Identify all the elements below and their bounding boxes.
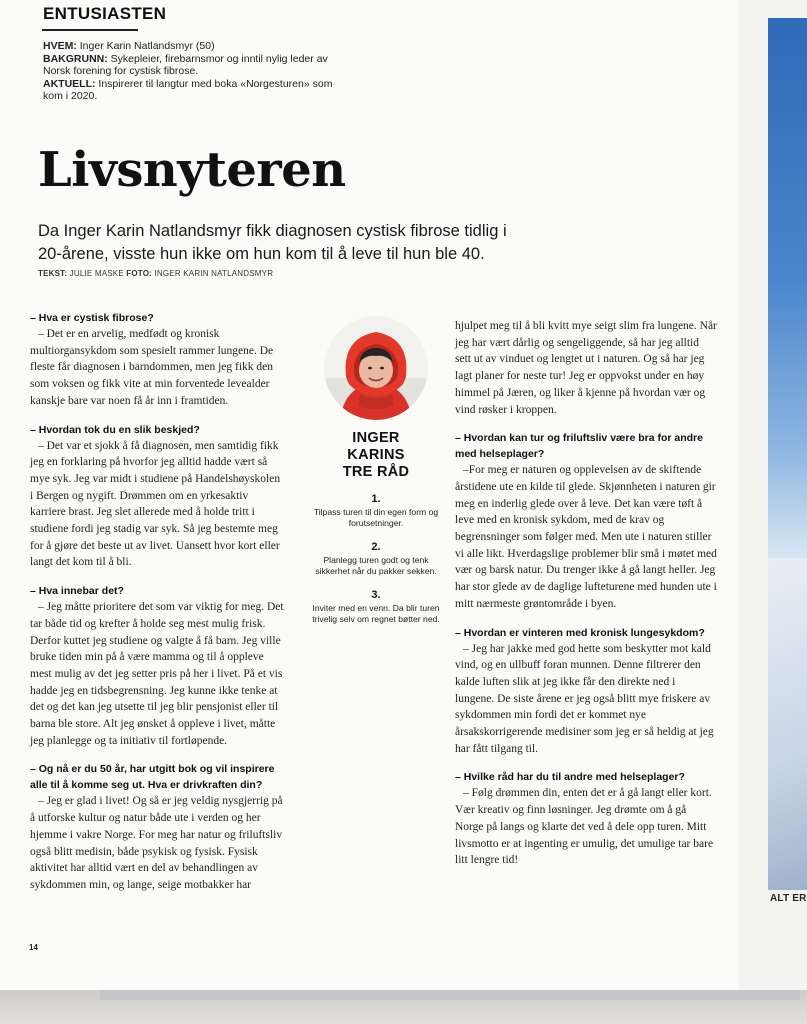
answer: – Jeg har jakke med god hette som beskytter mot kald vind, og en ullbuff foran munnen. Denne filtrerer den kalde luften slik at jeg ikke får den direkte ned i lungene. De siste årene er jeg også blitt mye friskere av sykdommen min fordi det er kommet nye årsakskorrigerende medisiner som jeg er så heldig at jeg har fått tilgang til. [455, 642, 714, 755]
adjacent-photo [768, 18, 807, 890]
info-current-label: AKTUELL: [43, 77, 96, 90]
question: – Hva innebar det? [30, 585, 124, 598]
byline-photo-author: INGER KARIN NATLANDSMYR [154, 269, 274, 278]
tips-title-line: INGER [352, 430, 400, 446]
answer: –For meg er naturen og opplevelsen av de skiftende årstidene ute en kilde til glede. Skjønnheten i naturen gir meg en inderlig glede over å leve. Det kan være tøft å leve med en kronisk sykdom, med de krav og begrensninger som følger med. Men ute i naturen stiller vi alle likt. Hverdagslige problemer blir små i møtet med vær og barsk natur. Du trenger ikke å gå langt heller. Jeg har stor glede av de daglige lufteturene med hunden ute i mitt nærmeste grøntområde i byen. [455, 464, 717, 610]
answer: – Jeg måtte prioritere det som var viktig for meg. Det tar både tid og krefter å holde seg mest mulig frisk. Derfor kuttet jeg studiene og valgte å få barn. Jeg ville bruke tiden min på å være mamma og til å oppleve mest mulig av det jeg setter pris på her i livet. På et vis hadde jeg en tidsbegrensning. Jeg kunne ikke tenke at det og det kan jeg utsette til jeg blir pensjonist eller til barna ble store. Alt jeg ønsket å oppleve i livet, måtte jeg planlegge og ta initiativ til fortløpende. [30, 601, 284, 747]
byline [38, 269, 273, 278]
portrait-photo [324, 316, 428, 420]
tip-number: 1. [371, 493, 381, 505]
answer: – Det er en arvelig, medfødt og kronisk multiorgansykdom som spesielt rammer lungene. De fleste får diagnosen i barndommen, men jeg fikk den som voksen og fikk vite at min forventede levealder kanskje bare var noen få år inn i framtiden. [30, 328, 274, 407]
article-title: Livsnyteren [38, 142, 346, 198]
info-background-label: BAKGRUNN: [43, 52, 108, 65]
info-background-text: Sykepleier, firebarnsmor og inntil nylig leder av Norsk forening for cystisk fibrose. [43, 52, 328, 77]
left-column [30, 310, 286, 906]
scan-edge-strip [100, 990, 800, 1000]
answer: – Følg drømmen din, enten det er å gå langt eller kort. Vær kreativ og finn løsninger. Jeg drømte om å gå Norge på langs og klarte det ved å dele opp turen. Mitt livsmotto er at ingenting er umulig, det umulige tar bare litt lengre tid! [455, 787, 714, 867]
info-who-text: Inger Karin Natlandsmyr (50) [79, 40, 215, 52]
tip-number: 3. [371, 589, 381, 601]
section-rule [42, 29, 138, 31]
byline-photo-label: FOTO: [126, 269, 153, 278]
question: – Hvordan tok du en slik beskjed? [30, 423, 200, 436]
tips-title-line: TRE RÅD [342, 464, 410, 480]
tips-title [306, 430, 446, 481]
page-number: 14 [29, 943, 38, 952]
adjacent-caption: ALT ER [770, 893, 807, 904]
tip-text: Planlegg turen godt og tenk sikkerhet når du pakker sekken. [315, 555, 437, 576]
byline-text-author: JULIE MASKE [69, 269, 124, 278]
answer-continued: hjulpet meg til å bli kvitt mye seigt slim fra lungene. Når jeg har vært dårlig og sengeliggende, så har jeg alltid sett ut av vinduet og lengtet ut i naturen. Og så har jeg lagt planer for neste tur! Jeg er oppvokst under en høy himmel på Jæren, og liker å kjenne på hvordan vær og vind røsker i kroppen. [455, 320, 717, 416]
scan-edge [0, 990, 807, 1024]
tips-title-line: KARINS [347, 447, 405, 463]
adjacent-page [738, 0, 807, 1000]
question: – Hvilke råd har du til andre med helseplager? [455, 771, 685, 784]
question: – Og nå er du 50 år, har utgitt bok og vil inspirere alle til å komme seg ut. Hva er drivkraften din? [30, 763, 275, 792]
tip-number: 2. [371, 541, 381, 553]
answer: – Jeg er glad i livet! Og så er jeg veldig nysgjerrig på å utforske kultur og natur både ute i verden og her hjemme i vakre Norge. For meg har natur og friluftsliv også blitt medisin, både psykisk og fysisk. Fysisk aktivitet har alltid vært en del av behandlingen av sykdommen min, og lange, seige motbakker har [30, 795, 283, 891]
info-background [43, 53, 343, 78]
info-box [43, 40, 343, 103]
tip-text: Tilpass turen til din egen form og forutsetninger. [313, 507, 439, 528]
answer: – Det var et sjokk å få diagnosen, men samtidig fikk jeg en forklaring på hvorfor jeg alltid hadde vært så mye syk. Jeg var midt i studiene på Handelshøyskolen i Bergen og nygift. Drømmen om en yrkesaktiv karriere brast. Jeg slet allerede med å holde tritt i studiene fordi jeg stadig var syk. Så jeg bestemte meg for å gjøre det beste ut av livet. Uansett hvor kort eller langt det kom til å bli. [30, 439, 281, 569]
info-current [43, 78, 343, 103]
snow-slope [768, 558, 807, 890]
info-current-text: Inspirerer til langtur med boka «Norgesturen» som kom i 2020. [43, 77, 333, 102]
question: – Hvordan kan tur og friluftsliv være bra for andre med helseplager? [455, 432, 703, 461]
section-label: ENTUSIASTEN [43, 4, 167, 23]
tips-sidebar [306, 316, 446, 637]
question: – Hva er cystisk fibrose? [30, 312, 154, 324]
byline-text-label: TEKST: [38, 269, 68, 278]
right-column [455, 318, 717, 881]
article-ingress: Da Inger Karin Natlandsmyr fikk diagnosen cystisk fibrose tidlig i 20-årene, visste hun ikke om hun kom til å leve til hun ble 40. [38, 222, 507, 263]
tip-text: Inviter med en venn. Da blir turen trivelig selv om regnet bøtter ned. [312, 603, 440, 624]
info-who [43, 40, 343, 53]
question: – Hvordan er vinteren med kronisk lungesykdom? [455, 626, 705, 639]
info-who-label: HVEM: [43, 40, 77, 52]
